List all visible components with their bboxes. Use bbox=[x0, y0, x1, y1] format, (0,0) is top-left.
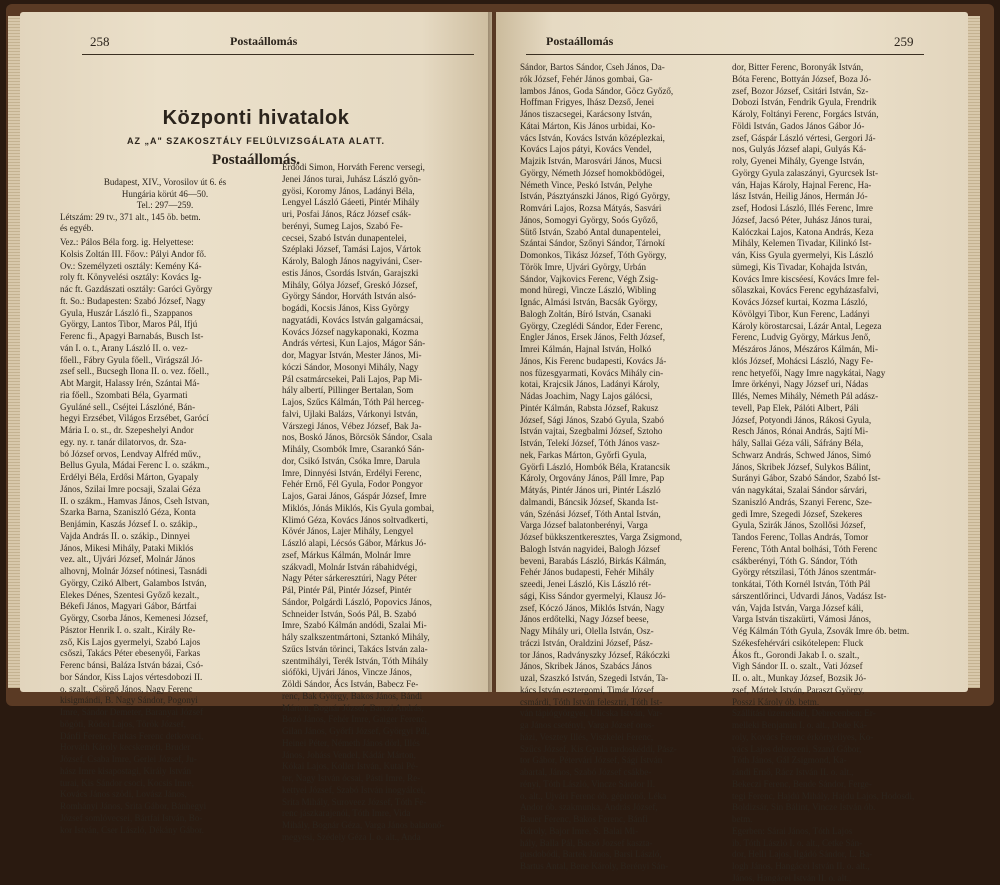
text-line: Károly, Balogh János nagyiváni, Cser- bbox=[282, 256, 423, 266]
text-line: György, Czeglédi Sándor, Eder Ferenc, bbox=[520, 320, 663, 331]
text-line: beveni, Barabás László, Birkás Kálmán, bbox=[520, 555, 667, 566]
text-line: sióföki, Ujvári János, Vincze János, bbox=[282, 667, 412, 678]
text-line: Imrei Kálmán, Hajnal István, Holkó bbox=[520, 344, 652, 354]
text-line: Domonkos, Tikász József, Tóth György, bbox=[520, 250, 667, 260]
text-line: csmárdi, Tóth István felesztri, Tóth Ist- bbox=[520, 696, 663, 707]
text-line: Nagy Péter sárkeresztúri, Nagy Péter bbox=[282, 573, 417, 584]
text-line: Ov.: Személyzeti osztály: Kemény Ká- bbox=[60, 260, 202, 271]
text-line: Zöldi Sándor, Ács István, Babecz Fe- bbox=[282, 679, 419, 689]
text-line: Bóta Ferenc, Bottyán József, Boza Jó- bbox=[732, 73, 872, 84]
text-line: turai, Kis Sándor csoci, Kocsis Imre, bbox=[60, 777, 194, 788]
text-line: kács István esztergomi, Timár József bbox=[520, 684, 654, 695]
text-line: bogádi, Kocsis János, Kiss György bbox=[282, 303, 410, 313]
text-line: II. o. alt., Munkay József, Bozsik Jó- bbox=[732, 673, 867, 683]
text-line: Vajda András II. o. szákip., Dinnyei bbox=[60, 530, 191, 541]
text-line: Elekes Dénes, Szentesi Győző kezalt., bbox=[60, 589, 200, 600]
text-line: dor, Helli Lajos, Ilgádó Sándor, L. Ba- bbox=[732, 849, 873, 860]
text-line: Klimó Géza, Kovács János soltvadkerti, bbox=[282, 514, 428, 525]
text-line: Benjámin, Kaszás József I. o. szákip., bbox=[60, 519, 198, 529]
text-line: Sütő István, Szabó Antal dunapentelei, bbox=[520, 226, 661, 237]
address-line: és egyéb. bbox=[60, 223, 94, 233]
text-line: János, Skribek József, Sulykos Bálint, bbox=[732, 461, 871, 472]
text-line: ga János csetényi, Varga József oros- bbox=[520, 720, 655, 730]
text-line: Török Imre, Ujvári György, Urbán bbox=[520, 261, 647, 272]
text-line: Ferenc, Tóth Antal bolhási, Tóth Ferenc bbox=[732, 543, 878, 554]
text-line: György, Csorba János, Kemenesi József, bbox=[60, 613, 208, 623]
text-line: Kövér János, Lajer Mihály, Lengyel bbox=[282, 526, 414, 537]
text-line: betm. bbox=[732, 814, 753, 824]
text-line: Schneider István, Soós Pál, B. Szabó bbox=[282, 608, 417, 619]
text-line: Pál, Pintér Pál, Pintér József, Pintér bbox=[282, 585, 412, 595]
text-line: lambos János, Goda Sándor, Göcz Győző, bbox=[520, 85, 674, 96]
text-line: vez. alt., Ujvári József, Molnár János bbox=[60, 554, 196, 565]
text-line: Mihály, Csombók Imre, Csarankó Sán- bbox=[282, 444, 425, 454]
text-line: Kovács János szödi, Lovász János, bbox=[60, 789, 187, 800]
text-line: nos füzesgyarmati, Kovács Mihály cin- bbox=[520, 367, 664, 378]
text-line: Majzik István, Marosvári János, Mucsi bbox=[520, 156, 662, 166]
text-line: Bellus Gyula, Mádai Ferenc I. o. szákm., bbox=[60, 460, 210, 471]
text-line: sümegi, Kis Tivadar, Kohajda István, bbox=[732, 261, 868, 272]
text-line: roly, Gyenei Mihály, Gyenge István, bbox=[732, 156, 865, 166]
text-line: Kovács Imre kiscséesí, Kovács Imre fel- bbox=[732, 273, 880, 284]
text-line: Balogh István nagyidei, Balogh József bbox=[520, 543, 661, 554]
text-line: csőszi, Takács Péter ebesenyői, Farkas bbox=[60, 648, 201, 659]
text-line: II. o szákm., Hamvas János, Cseh Istvan, bbox=[60, 495, 210, 506]
text-line: zsef, Márkus Kálmán, Molnár Imre bbox=[282, 549, 411, 560]
text-line: mond hüregi, Vincze László, Wibling bbox=[520, 285, 657, 296]
text-line: Miklós, Jónás Miklós, Kis Gyula gombai, bbox=[282, 502, 435, 513]
text-line: Imre, Dinnyési István, Erdélyi Ferenc, bbox=[282, 467, 422, 478]
text-line: ter, Nagy István ócsai, Pásti Imre, Re- bbox=[282, 773, 421, 783]
left-page-edges bbox=[8, 16, 20, 688]
text-line: renc, Bak György, Bakos János, Bándi bbox=[282, 690, 423, 701]
text-line: kóczi Sándor, Mosonyi Mihály, Nagy bbox=[282, 361, 419, 372]
page-subtitle: AZ „A" SZAKOSZTÁLY FELÜLVIZSGÁLATA ALATT. bbox=[127, 136, 385, 146]
text-line: Györfi László, Hombók Béla, Kratancsik bbox=[520, 461, 671, 472]
text-line: Sándor, Vajkovics Ferenc, Végh Zsig- bbox=[520, 273, 659, 284]
text-line: dor, Csikó István, Csóka Imre, Darula bbox=[282, 455, 421, 466]
text-line: Ignác, Almási István, Bacsák György, bbox=[520, 297, 658, 307]
text-line: György Gyula zalaszányi, Gyurcsek Ist- bbox=[732, 167, 879, 178]
text-line: János, Skribek János, Szabács János bbox=[520, 661, 652, 672]
text-line: Kovács Lajos pátyi, Kovács Vendel, bbox=[520, 144, 652, 155]
text-line: Surányi Gábor, Szabó Sándor, Szabó Ist- bbox=[732, 473, 881, 484]
text-line: Dobozi István, Fendrik Gyula, Frendrik bbox=[732, 97, 877, 108]
text-line: János erdőtelki, Nagy József beese, bbox=[520, 614, 649, 625]
text-line: László alapi, Lécsós Gábor, Márkus Jó- bbox=[282, 538, 427, 548]
text-line: Andor ób. szakmunka, András József, bbox=[520, 802, 658, 813]
text-line: dalmandi, Báncsik József, Skanda Ist- bbox=[520, 496, 659, 507]
address-block bbox=[60, 177, 270, 235]
text-line: Ferenc, Ludvig György, Márkus Jenő, bbox=[732, 332, 871, 343]
text-line: klós József, Mohácsi László, Nagy Fe- bbox=[732, 355, 874, 366]
text-line: Sándor, Polgárdi László, Popovics János, bbox=[282, 596, 432, 607]
text-line: hály, Balla Pál, Bacsó Jozsef kaszta- bbox=[520, 837, 653, 848]
text-line: Bekeczi Ferenc, Bende Sándor, Ferge- bbox=[732, 778, 872, 789]
text-line: o. szalt., Csörgő János, Nagy Ferenc bbox=[60, 683, 193, 694]
text-line: Mihály, Kelemen Tivadar, Kilinkó Ist- bbox=[732, 238, 872, 249]
text-line: Károly, Orgovány János, Páll Imre, Pap bbox=[520, 473, 665, 484]
text-line: tegi Ferenc, Hajdú Mihály, Hajdu Lajos, Hodosdi, bbox=[732, 790, 915, 801]
text-line: István, Telekí József, Tóth János vasz- bbox=[520, 438, 660, 448]
text-line: Romhányi János, Srita Gábor, Bánhegyi bbox=[60, 801, 207, 811]
left-column-1 bbox=[60, 237, 274, 836]
text-line: sárszentlőrinci, Udvardi János, Vadász Ist- bbox=[732, 590, 887, 601]
text-line: sági, Kiss Sándor gyermelyi, Klausz Jó- bbox=[520, 590, 666, 601]
text-line: Ákos ft., Gorondi Jakab I. o. szalt., bbox=[732, 649, 860, 660]
text-line: János tiszacsegei, Karácsony István, bbox=[520, 109, 653, 119]
text-line: János, Joháss Vendel, Kádár Márton, bbox=[282, 749, 416, 760]
text-line: Károly körostarcsai, Lázár Antal, Legeza bbox=[732, 320, 882, 331]
text-line: Pál csatmárcsekei, Pali Lajos, Pap Mi- bbox=[282, 373, 423, 384]
text-line: József somlóvecsei, Bártfai István, Bo- bbox=[60, 812, 203, 823]
text-line: Kovács József nagykaponaki, Kozma bbox=[282, 326, 419, 337]
text-line: János, Mikesi Mihály, Pataki Miklós bbox=[60, 542, 194, 553]
left-page bbox=[20, 12, 492, 842]
text-line: Horváth Károly kecskeméti, Bruder bbox=[60, 742, 191, 753]
text-line: Erdélyi Béla, Erdősi Márton, Gyapaly bbox=[60, 472, 199, 482]
header-rule bbox=[82, 54, 474, 55]
text-line: estis János, Csordás István, Garajszki bbox=[282, 267, 419, 278]
text-line: rók József, Fehér János gombai, Ga- bbox=[520, 73, 653, 84]
text-line: bor Sándor, Kiss Lajos vértesdobozi II. bbox=[60, 671, 203, 682]
text-line: zsef, Gáspár László vértesi, Gergori Já- bbox=[732, 132, 876, 143]
text-line: Békefi János, Magyari Gábor, Bártfai bbox=[60, 601, 197, 612]
left-column-2 bbox=[282, 162, 488, 844]
text-line: ván I. o. t., Arany László II. o. vez- bbox=[60, 342, 188, 353]
text-line: Illés, Nemes Mihály, Németh Pál adász- bbox=[732, 391, 879, 401]
text-line: Mihály, Gólya József, Greskó József, bbox=[282, 279, 418, 290]
text-line: zsef, Hodosi László, Illés Ferenc, Imre bbox=[732, 203, 873, 213]
text-line: hász Imre kisapostagi, Király István bbox=[60, 765, 192, 776]
text-line: rényi, Tóth László, Vincze Sándor II. bbox=[520, 778, 655, 789]
text-line: ván, Hajas Károly, Hajnal Ferenc, Ha- bbox=[732, 179, 872, 190]
text-line: nác ft. Gazdászati osztály: Garóci György bbox=[60, 284, 213, 294]
text-line: János, Szilai Imre pocsaji, Szalai Géza bbox=[60, 483, 201, 494]
text-line: János, Kis Ferenc budapesti, Kovács Já- bbox=[520, 355, 667, 366]
text-line: kettyei József, Szabó István inogyálcei, bbox=[282, 784, 426, 795]
text-line: Boldizsár, Sin Bálint, Vincze István ób. bbox=[732, 802, 876, 813]
text-line: ván, Kiss Gyula gyermelyi, Kis László bbox=[732, 250, 874, 260]
text-line: Tóth János, Gál Zsigmond, Ka- bbox=[732, 755, 847, 766]
text-line: Erdődi Simon, Horváth Ferenc versegi, bbox=[282, 162, 425, 172]
text-line: csákberényi, Tóth G. Sándor, Tóth bbox=[732, 555, 858, 566]
right-page-edges bbox=[968, 16, 980, 688]
text-line: Lengyel László Gáeeti, Pintér Mihály bbox=[282, 197, 420, 208]
text-line: Mészáros János, Mészáros Kálmán, Mi- bbox=[732, 344, 878, 354]
text-line: házi, Vesztey Illés, Viszkelei Ferenc, bbox=[520, 731, 654, 742]
text-line: Szállítási üzemeknél, Debrecenben: Er- bbox=[732, 708, 876, 719]
text-line: alhovnj, Molnár József nótinesi, Tasnádi bbox=[60, 566, 208, 576]
text-line: Kátai Márton, Kis János urbidai, Ko- bbox=[520, 120, 656, 131]
text-line: dor, Bitter Ferenc, Boronyák István, bbox=[732, 62, 864, 72]
text-line: Schwarz András, Schwed János, Simó bbox=[732, 449, 871, 460]
text-line: Nagy Mihály uri, Olella István, Osz- bbox=[520, 626, 654, 636]
text-line: Lajos, Szűcs Kálmán, Tóth Pál herceg- bbox=[282, 397, 425, 407]
text-line: József, Sági János, Szabó Gyula, Szabó bbox=[520, 414, 664, 425]
page-number: 258 bbox=[90, 34, 110, 49]
text-line: János, Hangácei István II. o. alt., bbox=[732, 872, 852, 883]
text-line: Sándor, Bartos Sándor, Cseh János, Da- bbox=[520, 62, 665, 72]
text-line: bögöti, Rödei Lajos, Török József, bbox=[60, 718, 186, 729]
text-line: Lajos, Garai János, Gáspár József, Imre bbox=[282, 491, 427, 501]
text-line: falvi, Ujlaki Balázs, Várkonyi István, bbox=[282, 408, 418, 419]
text-line: rándi Ernő, Rácz István II. o. alt., bbox=[732, 767, 854, 777]
text-line: gedi Imre, Szegedi József, Szekeres bbox=[732, 508, 863, 519]
text-line: József, Potyondi János, Rákosi Gyula, bbox=[732, 414, 872, 425]
right-column-1 bbox=[520, 62, 726, 873]
text-line: Jenei János turai, Juhász László gyön- bbox=[282, 173, 421, 184]
text-line: Mátyás, Pintér János uri, Pintér László bbox=[520, 485, 661, 495]
text-line: Posszi Károly ób. betm. bbox=[732, 696, 820, 707]
text-line: gyösi, Koromy János, Ladányi Béla, bbox=[282, 185, 415, 196]
text-line: Vigh Sándor II. o. szalt., Vati József bbox=[732, 661, 863, 672]
text-line: Márton, Bognár József, Barczi András, bbox=[282, 702, 424, 713]
text-line: Székesfehérvári csikótelepen: Fluck bbox=[732, 637, 864, 648]
text-line: Kövölgyi Tibor, Kun Ferenc, Ladányi bbox=[732, 308, 870, 319]
page-number: 259 bbox=[894, 34, 914, 49]
address-line: Budapest, XIV., Vorosilov út 6. és bbox=[103, 177, 227, 187]
text-line: József, Jacsó Péter, Juhász János turai, bbox=[732, 214, 873, 225]
text-line: szeedi, Jenei László, Kis László rét- bbox=[520, 579, 652, 589]
address-line: Hungária körút 46—50. bbox=[121, 188, 209, 199]
text-line: János, Somogyi György, Soós Győző, bbox=[520, 214, 658, 225]
text-line: zsef, Mártek István, Paraszt György, bbox=[732, 684, 865, 695]
text-line: megyesi, Szédely Géza I. o. alt., Anda bbox=[282, 831, 421, 842]
text-line: roly, Kovács Ferenc érkörtyeliyes, Ko- bbox=[732, 731, 874, 742]
text-line: melleki Benjamin I. o. alt., Dede Ká- bbox=[732, 720, 867, 730]
address-line: Tel.: 297—259. bbox=[136, 200, 194, 210]
text-line: Károly, Foltányi Ferenc, Forgács István, bbox=[732, 109, 879, 119]
text-line: András vértesi, Kun Lajos, Mágor Sán- bbox=[282, 338, 426, 349]
text-line: Szarka Barna, Szaniszló Géza, Konta bbox=[60, 507, 196, 518]
text-line: roly ft. Könyvelési osztály: Kovács Ig- bbox=[60, 272, 202, 283]
text-line: szentmihályi, Terék István, Tóth Mihály bbox=[282, 655, 429, 666]
text-line: Fehér János budapesti, Fehér Mihály bbox=[520, 567, 655, 578]
text-line: Kókai Lajos, Koller István, Kutai Pé- bbox=[282, 761, 419, 772]
text-line: uri, Posfai János, Rácz József csák- bbox=[282, 209, 412, 219]
text-line: Gilan János, Győrfi József, Györgyi Pál, bbox=[282, 726, 430, 736]
text-line: Bauer Ferenc, Bakos Ferenc, Bánfi bbox=[520, 814, 648, 824]
text-line: hály, Sallai Géza váli, Sáfrány Béla, bbox=[732, 438, 864, 448]
text-line: Várszegi János, Vébez József, Bak Ja- bbox=[282, 420, 422, 431]
right-column-2 bbox=[732, 62, 932, 885]
text-line: György Sándor, Horváth István alsó- bbox=[282, 291, 417, 302]
text-line: ván nagykátai, Szalai Sándor sárvári, bbox=[732, 485, 867, 495]
text-line: szákvadl, Molnár István rábahidvégi, bbox=[282, 561, 418, 572]
text-line: bó József orvos, Lendvay Alfréd műv., bbox=[60, 448, 201, 459]
text-line: Heinei Péter, Németh János dörl, Illés bbox=[282, 737, 420, 748]
text-line: István, Pásztyánszki János, Rigó György, bbox=[520, 191, 671, 202]
text-line: Vég Kálmán Tóth Gyula, Zsovák Imre ób. betm. bbox=[732, 626, 910, 636]
text-line: Ferenc bánsi, Baláza István bázai, Csó- bbox=[60, 660, 204, 670]
text-line: tor Gábor, Pétervári József, Ságí István bbox=[520, 755, 663, 766]
text-line: Bartus Antal, Bene Károly, Berényi Sán- bbox=[520, 861, 669, 871]
running-head: Postaállomás bbox=[230, 34, 298, 48]
text-line: Imre, Sándor Demeter, Baranyai József bbox=[60, 707, 204, 717]
text-line: Resch János, Rónai András, Sajtí Mi- bbox=[732, 426, 869, 437]
text-line: Engler János, Ersek János, Felth József, bbox=[520, 332, 665, 343]
running-head: Postaállomás bbox=[546, 34, 614, 48]
text-line: ib. Tóth László I. o. alt., Cetke Sán- bbox=[732, 837, 863, 848]
text-line: Vez.: Pálos Béla forg. ig. Helyettese: bbox=[60, 237, 194, 247]
text-line: Kolsis Zoltán III. Főov.: Pályi Andor fő. bbox=[60, 248, 207, 259]
text-line: ria főell., Szombati Béla, Gyarmati bbox=[60, 389, 188, 400]
text-line: ft. So.: Budapesten: Szabó József, Nagy bbox=[60, 295, 206, 306]
text-line: Szűcs István törinci, Takács István zala- bbox=[282, 643, 428, 654]
text-line: Romvári Lajos, Rozsa Mátyás, Sasvári bbox=[520, 203, 662, 213]
text-line: Imre örkényi, Nagy József uri, Nádas bbox=[732, 379, 869, 390]
text-line: Bozó János, Fehér Imre, Gaiger Ferenc, bbox=[282, 714, 427, 725]
text-line: Dánfi Ferenc, Farkas Ferenc detkovaci, bbox=[60, 730, 204, 741]
text-line: György, Németh József homokbödögei, bbox=[520, 167, 665, 178]
text-line: Abt Margit, Halassy Irén, Szántai Má- bbox=[60, 378, 200, 388]
text-line: dor, Magyar István, Mester János, Mi- bbox=[282, 350, 422, 360]
text-line: lász István, Heilig János, Hermán Jó- bbox=[732, 191, 868, 202]
section-heading: Postaállomás. bbox=[212, 152, 300, 168]
text-line: Tandos Ferenc, Tollas András, Tomor bbox=[732, 532, 869, 542]
header-rule bbox=[526, 54, 924, 55]
text-line: vács István, Kovács István középlezkai, bbox=[520, 132, 665, 143]
text-line: zsef, Bozor József, Csitári István, Sz- bbox=[732, 85, 869, 96]
text-line: Mária I. o. st., dr. Szepeshelyi Andor bbox=[60, 425, 194, 435]
text-line: ván, Vajda István, Varga József káli, bbox=[732, 602, 864, 613]
text-line: Srita Mihály, Suroveez József, Tóth Fe- bbox=[282, 796, 427, 807]
text-line: renc jászkarajenói, Tóth Imre, Vida bbox=[282, 808, 411, 819]
text-line: Ferenc fi., Apagyi Barnabás, Busch Ist- bbox=[60, 331, 204, 341]
text-line: Varga István tiszakürti, Vámosi János, bbox=[732, 614, 872, 625]
text-line: o. alt., Ujvári Ferenc ób. gépirónő, Léka bbox=[520, 790, 667, 801]
text-line: zsef sell., Bucsegh Ilona II. o. vez. főell., bbox=[60, 366, 209, 377]
text-line: Nádas Joachim, Nagy Lajos gálócsi, bbox=[520, 391, 653, 401]
right-page bbox=[496, 12, 968, 883]
text-line: ván tápiógyörgyei, Ulicska István, Var- bbox=[520, 708, 663, 719]
text-line: tevell, Pap Elek, Pálóti Albert, Páli bbox=[732, 402, 859, 413]
text-line: tonkátai, Tóth Kornél István, Tóth Pál bbox=[732, 579, 871, 589]
text-line: hegyi Erzsébet, Világos Erzsébet, Garócí bbox=[60, 413, 209, 424]
text-line: vács Lajos debreceni, Szaná Gábor, bbox=[732, 743, 862, 754]
text-line: nek, Farkas Márton, Győrfi Gyula, bbox=[520, 449, 647, 460]
text-line: György, Czikó Albert, Galambos István, bbox=[60, 577, 207, 588]
text-line: Széplaki József, Tamási Lajos, Vártok bbox=[282, 244, 421, 255]
text-line: Szántai Sándor, Szőnyi Sándor, Tárnokí bbox=[520, 238, 666, 249]
text-line: Fehér Ernő, Fél Gyula, Fodor Pongyor bbox=[282, 479, 423, 490]
text-line: Egerben: Sárai János, Tóth Lajos bbox=[732, 825, 853, 836]
text-line: renc hetyefői, Nagy Imre nagykátai, Nagy bbox=[732, 367, 886, 378]
text-line: György, Lantos Tibor, Maros Pál, Ifjú bbox=[60, 319, 198, 330]
text-line: egy. ny. r. tanár dilatorvos, dr. Sza- bbox=[60, 436, 187, 447]
text-line: József bükkszentkeresztes, Varga Zsigmond, bbox=[520, 532, 683, 542]
text-line: István vajtai, Szegbalmi József, Sztoho bbox=[520, 426, 663, 437]
text-line: Gyula, Huszár László fi., Szappanos bbox=[60, 307, 193, 318]
text-line: Gyuláné sell., Cséjtei Lászlóné, Bán- bbox=[60, 401, 196, 412]
text-line: Szűcs József, Kis Gyula tardoskéddi, Pász- bbox=[520, 743, 677, 754]
text-line: Kalóczkai Lajos, Katona András, Keza bbox=[732, 226, 874, 237]
text-line: tráczi István, Oraldzini József, Pász- bbox=[520, 637, 653, 648]
text-line: kor István, Cser László, Dékány Gábor. bbox=[60, 824, 204, 835]
text-line: Varga József balatonberényi, Varga bbox=[520, 520, 648, 531]
text-line: Kovács József kurtai, Kozma László, bbox=[732, 297, 868, 307]
text-line: József, Csaba Imre, Gerlei József, Ju- bbox=[60, 754, 197, 764]
text-line: nos, Boskó János, Börcsök Sándor, Csala bbox=[282, 432, 433, 443]
text-line: kotai, Krajcsik János, Ladányi Károly, bbox=[520, 379, 660, 390]
text-line: főell., Fábry Gyula főell., Virágszál Jó- bbox=[60, 354, 203, 365]
text-line: cecsei, Szabó István dunapentelei, bbox=[282, 232, 407, 243]
text-line: tor János, Radványszky József, Rákóczki bbox=[520, 649, 671, 660]
text-line: zső, Kis Lajos gyermelyi, Szabó Lajos bbox=[60, 636, 201, 647]
page-title: Központi hivatalok bbox=[162, 107, 350, 129]
text-line: György rétszilasi, Tóth János szentmár- bbox=[732, 567, 877, 578]
text-line: Gyula, Szirák János, Szollősi József, bbox=[732, 520, 866, 531]
text-line: sőlaszkai, Kovács Ferenc egyházasfalvi, bbox=[732, 285, 879, 296]
text-line: nos, Gulyás József alapi, Gulyás Ká- bbox=[732, 144, 867, 155]
text-line: kisigmándi, B. Nagy Sándor, Pogonyi bbox=[60, 695, 198, 706]
text-line: Pásztor Henrik I. o. szalt., Király Re- bbox=[60, 624, 196, 635]
text-line: Károly, Bajor Imre, S. Balai Mi- bbox=[520, 825, 639, 836]
text-line: Németh Vince, Peskó István, Pelyhe bbox=[520, 179, 653, 190]
text-line: berényi, Sumeg Lajos, Szabó Fe- bbox=[282, 220, 403, 231]
address-line: Létszám: 29 tv., 371 alt., 145 öb. betm. bbox=[60, 211, 201, 222]
text-line: pusdobódi, Bartek János, Barsi László, bbox=[520, 849, 662, 860]
text-line: Mihály, Bognár Géza, Varga János balatonő- bbox=[282, 820, 445, 830]
text-line: Balogh Zoltán, Bíró István, Csanaki bbox=[520, 308, 652, 319]
text-line: uzal, Szaszkó István, Szegedi István, Ta- bbox=[520, 673, 669, 683]
text-line: Pintér Kálmán, Rabsta József, Rakusz bbox=[520, 402, 659, 413]
text-line: hály szalkszentmártoni, Sztankó Mihály, bbox=[282, 632, 430, 642]
text-line: Szaniszló András, Szanyi Ferenc, Sze- bbox=[732, 496, 872, 507]
text-line: abartal, János, Szabó József csákbe- bbox=[520, 767, 652, 777]
text-line: zsef, Kóczó János, Miklós István, Nagy bbox=[520, 602, 665, 613]
text-line: Imre, Szabó Kálmán andódi, Szalai Mi- bbox=[282, 620, 427, 631]
text-line: nagyatádi, Kovács István galgamácsai, bbox=[282, 314, 424, 325]
text-line: logh János, Hangácei István II. o. alt., bbox=[732, 861, 870, 871]
text-line: hály albertí, Pillinger Bertalan, Som bbox=[282, 385, 414, 396]
text-line: Hoffman Frigyes, Ihász Dezső, Jenei bbox=[520, 97, 655, 108]
text-line: ván, Szénási József, Tóth Antal István, bbox=[520, 508, 661, 519]
text-line: Földi István, Gados János Gábor Jó- bbox=[732, 120, 865, 131]
